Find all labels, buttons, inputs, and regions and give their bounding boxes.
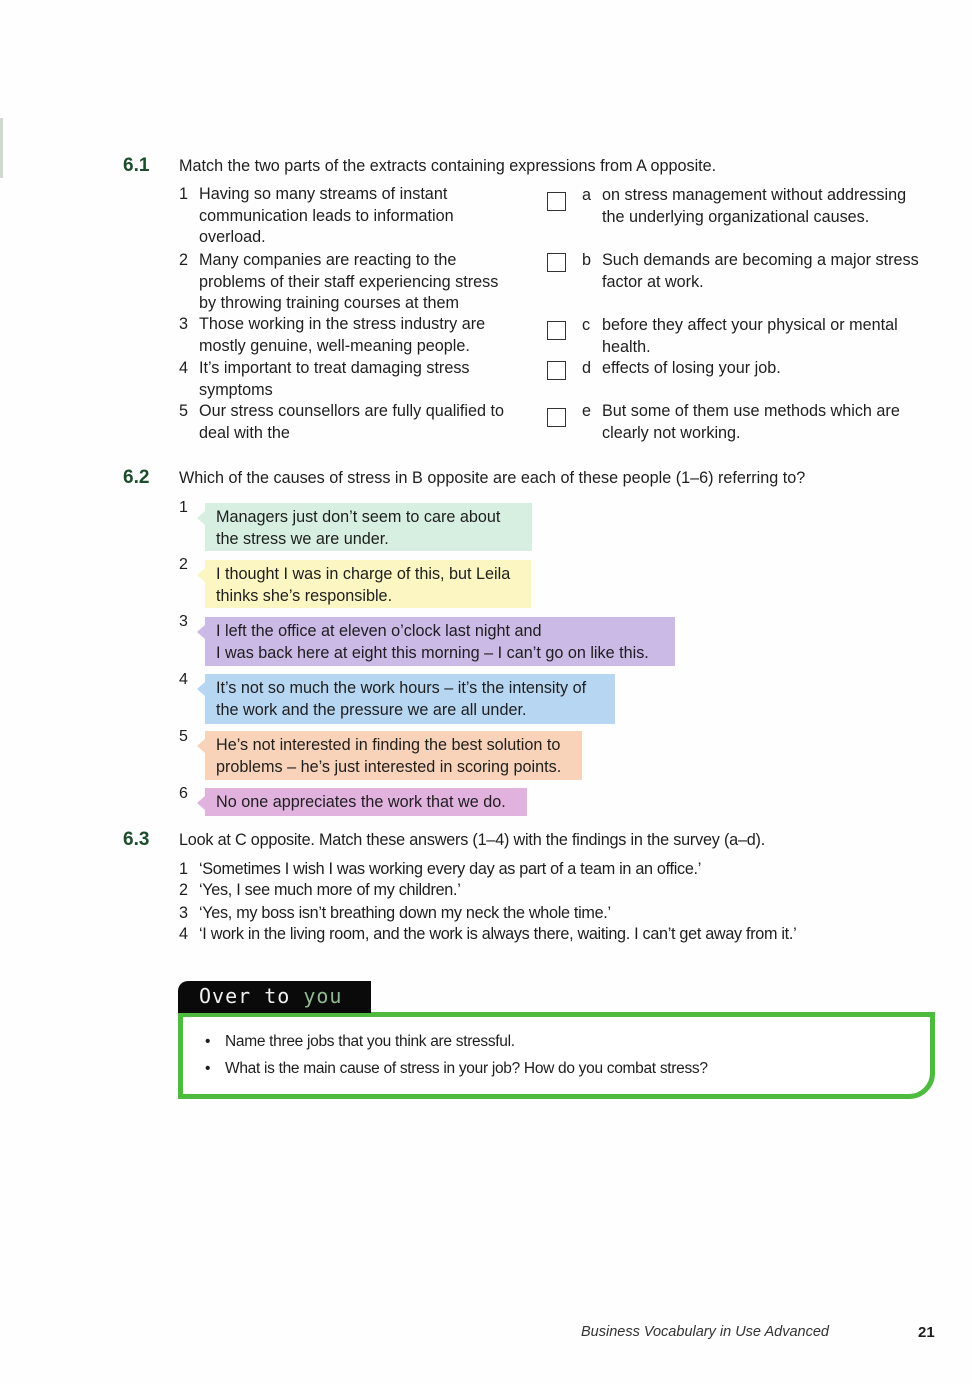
line: He’s not interested in finding the best solution to xyxy=(216,736,561,754)
line: Managers just don’t seem to care about xyxy=(216,508,501,526)
quote-number: 4 xyxy=(179,671,188,688)
speech-bubble-2 xyxy=(205,560,531,608)
line: overload. xyxy=(199,228,266,247)
answer-box-b[interactable] xyxy=(547,253,566,272)
section-6-3-instruction: Look at C opposite. Match these answers (1–4) with the findings in the survey (a–d). xyxy=(179,831,766,849)
quote-number: 3 xyxy=(179,613,188,630)
line: Having so many streams of instant xyxy=(199,185,448,203)
answer-box-e[interactable] xyxy=(547,408,566,427)
line: I left the office at eleven o’clock last night and xyxy=(216,622,542,640)
line: factor at work. xyxy=(602,272,704,291)
speech-bubble-4 xyxy=(205,674,615,724)
quote-number: 5 xyxy=(179,728,188,745)
quote-number: 2 xyxy=(179,556,188,573)
section-number-6-3: 6.3 xyxy=(123,829,150,850)
line: deal with the xyxy=(199,423,290,442)
line: Those working in the stress industry are xyxy=(199,315,486,333)
line: by throwing training courses at them xyxy=(199,294,460,313)
section-number-6-2: 6.2 xyxy=(123,467,150,488)
book-title: Business Vocabulary in Use Advanced xyxy=(581,1324,829,1340)
line: the work and the pressure we are all under. xyxy=(216,700,527,719)
quote-number: 6 xyxy=(179,785,188,802)
speech-bubble-6 xyxy=(205,788,527,816)
line: Our stress counsellors are fully qualified to xyxy=(199,402,505,420)
section-6-1-instruction: Match the two parts of the extracts containing expressions from A opposite. xyxy=(179,157,717,175)
line: I thought I was in charge of this, but Leila xyxy=(216,565,511,583)
line: before they affect your physical or mental xyxy=(602,316,898,334)
bullet-icon: • xyxy=(205,1033,211,1050)
page-number: 21 xyxy=(918,1324,935,1341)
line: It’s not so much the work hours – it’s the intensity of xyxy=(216,679,587,697)
section-6-2-instruction: Which of the causes of stress in B opposite are each of these people (1–6) referring to? xyxy=(179,469,806,487)
line: symptoms xyxy=(199,380,273,399)
line: No one appreciates the work that we do. xyxy=(216,793,506,811)
over-to-you-box: • Name three jobs that you think are stressful. • What is the main cause of stress in your job? How do you combat stress? xyxy=(178,1012,935,1099)
line: I was back here at eight this morning – I can’t go on like this. xyxy=(216,643,649,662)
line: problems of their staff experiencing stress xyxy=(199,272,499,291)
line: communication leads to information xyxy=(199,206,454,225)
answer-box-c[interactable] xyxy=(547,321,566,340)
section-number-6-1: 6.1 xyxy=(123,155,150,176)
over-to-you-heading: Over to you xyxy=(178,981,371,1013)
line: health. xyxy=(602,337,651,356)
line: problems – he’s just interested in scoring points. xyxy=(216,757,562,776)
speech-bubble-1 xyxy=(205,503,532,551)
line: But some of them use methods which are xyxy=(602,402,900,420)
line: Many companies are reacting to the xyxy=(199,251,457,269)
line: It’s important to treat damaging stress xyxy=(199,359,470,377)
answer-box-a[interactable] xyxy=(547,192,566,211)
line: thinks she’s responsible. xyxy=(216,586,393,605)
line: on stress management without addressing xyxy=(602,186,907,204)
bullet-icon: • xyxy=(205,1060,211,1077)
line: clearly not working. xyxy=(602,423,741,442)
answer-box-d[interactable] xyxy=(547,361,566,380)
line: mostly genuine, well-meaning people. xyxy=(199,336,470,355)
page-edge xyxy=(0,118,3,178)
speech-bubble-3 xyxy=(205,617,675,666)
line: the underlying organizational causes. xyxy=(602,207,870,226)
quote-number: 1 xyxy=(179,499,188,516)
line: effects of losing your job. xyxy=(602,359,781,377)
line: the stress we are under. xyxy=(216,529,389,548)
speech-bubble-5 xyxy=(205,731,582,780)
line: Such demands are becoming a major stress xyxy=(602,251,919,269)
